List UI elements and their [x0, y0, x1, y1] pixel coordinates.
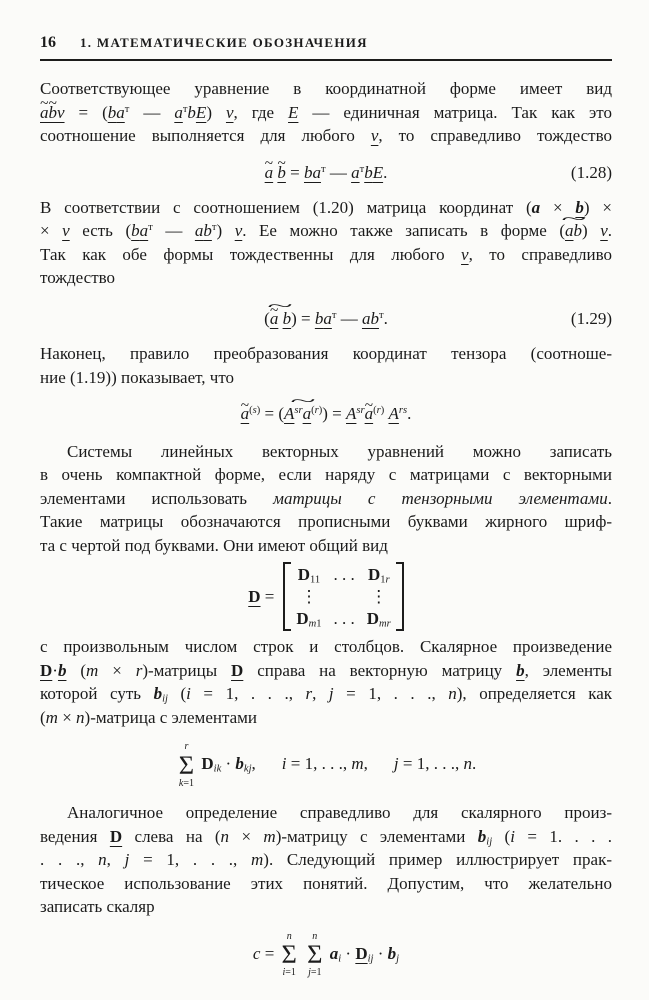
text-line: ние (1.19)) показывает, что: [40, 367, 235, 387]
paragraph-4: [40, 440, 612, 558]
text-line: . . ., n, j = 1, . . ., m). Следующий пример иллюстрирует прак-: [40, 850, 612, 870]
text-line: В соответствии с соотношением (1.20) матрица координат (a × b) ×: [40, 197, 612, 217]
equation-1-29: [40, 306, 612, 332]
equation-tensor-transform: [40, 401, 612, 427]
equation-scalar-c: [40, 931, 612, 979]
paragraph-1: [40, 77, 612, 148]
matrix-cell: $D_{1r}$: [367, 565, 390, 586]
paragraph-6: [40, 801, 612, 919]
text-line: элементами использовать матрицы с тензорными элементами.: [40, 488, 612, 508]
matrix-grid: [291, 562, 395, 631]
text-line: тождество: [40, 268, 116, 288]
equation-1-28: [40, 160, 612, 186]
text-line: которой суть $b_{ij}$ (i = 1, . . ., r, j = 1, . . ., n), определяется как: [40, 684, 613, 705]
text-line: a ~b ~v = ($ba^т$ — $a^тbE$) v, где E — единичная матрица. Так как это: [40, 101, 612, 125]
equation-body: c = n Σ i=1 n Σ j=1 $a_i \cdot D_{ij} \cdot b_j$: [252, 930, 400, 979]
running-title: 1. МАТЕМАТИЧЕСКИЕ ОБОЗНАЧЕНИЯ: [80, 35, 368, 50]
matrix-cell: $D_{mr}$: [366, 609, 391, 630]
matrix-lhs: D =: [248, 586, 275, 606]
matrix-cell: $D_{m1}$: [296, 609, 322, 630]
text-line: Такие матрицы обозначаются прописными буквами жирного шриф-: [40, 512, 612, 532]
equation-number: (1.29): [570, 308, 612, 328]
equation-number: (1.28): [570, 162, 612, 182]
matrix-display: [40, 562, 612, 631]
text-line: Системы линейных векторных уравнений можно записать: [67, 441, 612, 461]
matrix-cell: . . .: [333, 565, 355, 585]
text-line: тическое использование этих понятий. Допустим, что желательно: [40, 873, 612, 893]
text-line: D·b (m × r)-матрицы D справа на векторную матрицу b, элементы: [40, 660, 612, 680]
text-line: × v есть ($ba^т$ — $ab^т$) v. Ее можно также записать в форме (ab) ~ v.: [40, 219, 612, 243]
paragraph-3: [40, 342, 612, 389]
matrix-left-bracket: [283, 562, 291, 631]
equation-body: a ~ b ~ = $ba^т$ — $a^тbE$.: [265, 163, 388, 182]
matrix-body: [283, 562, 403, 631]
page-number: 16: [40, 34, 56, 51]
paragraph-5: [40, 635, 612, 729]
equation-body: (a ~ b) ~ = $ba^т$ — $ab^т$.: [264, 309, 388, 328]
running-header: [40, 34, 612, 61]
matrix-cell: $D_{11}$: [297, 565, 321, 586]
matrix-cell: . . .: [333, 609, 355, 629]
matrix-cell: ⋮: [370, 587, 388, 607]
text-line: Аналогичное определение справедливо для скалярного произ-: [67, 803, 612, 823]
text-line: записать скаляр: [40, 897, 155, 917]
text-line: (m × n)-матрица с элементами: [40, 707, 257, 727]
text-line: соотношение выполняется для любого v, то справедливо тождество: [40, 126, 612, 145]
text-line: Наконец, правило преобразования координат тензора (соотноше-: [40, 344, 612, 364]
matrix-right-bracket: [396, 562, 404, 631]
paragraph-2: [40, 196, 612, 290]
equation-body: a ~$^{(s)}$ = ($A^{sr}a^{(r)}$ ~) = $A^{sr}a$ ~$^{(r)}$ $A^{rs}$.: [241, 404, 412, 423]
text-line: ведения D слева на (n × m)-матрицу с элементами $b_{ij}$ (i = 1. . . .: [40, 826, 612, 848]
text-line: Соответствующее уравнение в координатной форме имеет вид: [40, 79, 612, 98]
text-line: с произвольным числом строк и столбцов. Скалярное произведение: [40, 637, 612, 657]
text-line: в очень компактной форме, если наряду с матрицами с векторными: [40, 465, 612, 485]
text-line: та с чертой под буквами. Они имеют общий вид: [40, 535, 388, 555]
equation-sum-elements: [40, 741, 612, 789]
equation-body: r Σ k=1 $D_{ik} \cdot b_{kj}$, i = 1, . . ., m, j = 1, . . ., n.: [178, 741, 477, 789]
text-line: Так как обе формы тождественны для любого v, то справедливо: [40, 244, 612, 264]
matrix-cell: ⋮: [300, 587, 318, 607]
